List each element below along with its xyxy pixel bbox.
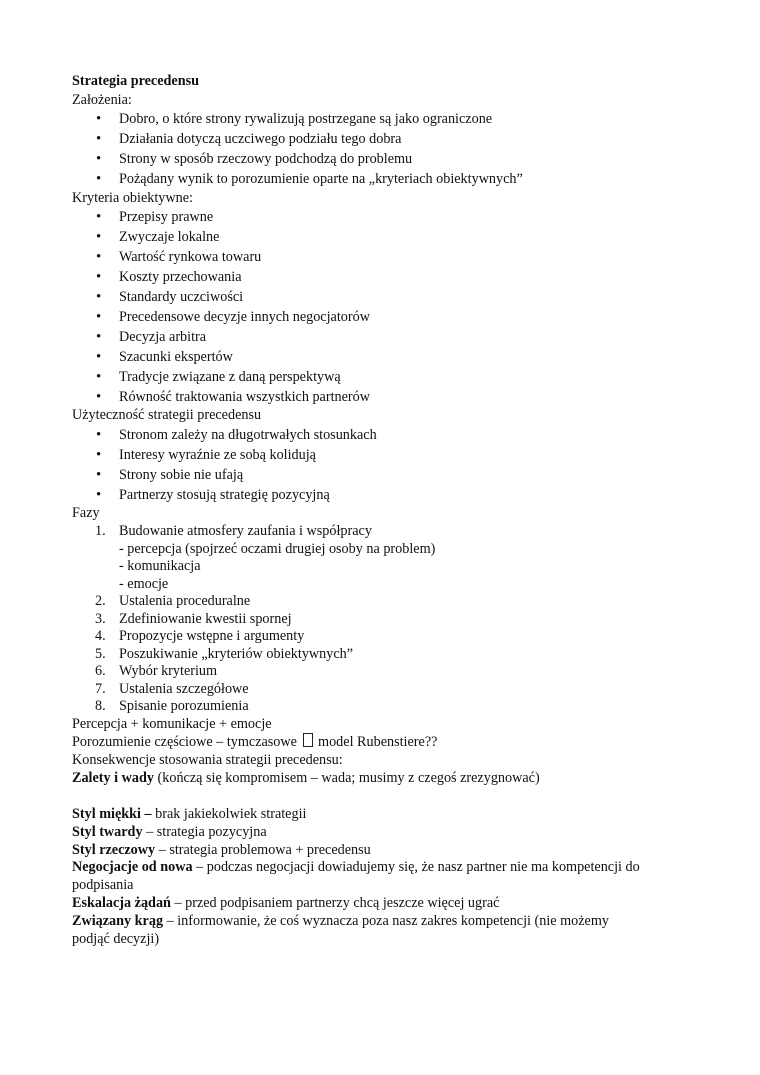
term-description: – informowanie, że coś wyznacza poza nasz zakres kompetencji (nie możemy xyxy=(163,913,609,929)
item-number: 2. xyxy=(95,593,106,609)
item-text: Ustalenia proceduralne xyxy=(119,593,251,609)
item-text: Budowanie atmosfery zaufania i współpracy xyxy=(119,523,372,539)
bold-term: Związany krąg xyxy=(72,913,164,929)
style-definition xyxy=(72,858,640,876)
list-item: • Strony sobie nie ufają xyxy=(119,466,243,484)
style-definition-cont: podpisania xyxy=(72,877,134,893)
criteria-heading: Kryteria obiektywne: xyxy=(72,190,193,206)
term-description: (kończą się kompromisem – wada; musimy z czegoś zrezygnować) xyxy=(153,770,540,786)
item-text: Zdefiniowanie kwestii spornej xyxy=(119,611,292,627)
item-number: 7. xyxy=(95,681,106,697)
term-description: brak jakiekolwiek strategii xyxy=(151,806,307,822)
note-text: model Rubenstiere?? xyxy=(318,734,438,750)
bold-term: Negocjacje od nowa xyxy=(72,859,193,875)
term-description: – podczas negocjacji dowiadujemy się, że nasz partner nie ma kompetencji do xyxy=(192,859,640,875)
style-definition xyxy=(72,823,267,841)
sub-item: - percepcja (spojrzeć oczami drugiej osoby na problem) xyxy=(119,541,436,557)
numbered-item xyxy=(95,610,292,628)
list-item: • Standardy uczciwości xyxy=(119,288,243,306)
item-text: Ustalenia szczegółowe xyxy=(119,681,249,697)
document-title: Strategia precedensu xyxy=(72,73,200,89)
list-item: • Tradycje związane z daną perspektywą xyxy=(119,368,341,386)
item-number: 4. xyxy=(95,628,106,644)
term-description: – przed podpisaniem partnerzy chcą jeszcze więcej ugrać xyxy=(170,895,500,911)
numbered-item xyxy=(95,662,218,680)
style-definition xyxy=(72,841,371,859)
list-item: • Działania dotyczą uczciwego podziału tego dobra xyxy=(119,130,401,148)
note-text: Porozumienie częściowe – tymczasowe xyxy=(72,734,297,750)
list-item: • Szacunki ekspertów xyxy=(119,348,233,366)
list-item: • Pożądany wynik to porozumienie oparte na „kryteriach obiektywnych” xyxy=(119,170,523,188)
assumptions-heading: Założenia: xyxy=(72,92,132,108)
usefulness-heading: Użyteczność strategii precedensu xyxy=(72,407,262,423)
note-line xyxy=(72,769,540,787)
item-text: Propozycje wstępne i argumenty xyxy=(119,628,305,644)
style-definition xyxy=(72,805,306,823)
style-definition xyxy=(72,912,609,930)
list-item: • Dobro, o które strony rywalizują postrzegane są jako ograniczone xyxy=(119,110,492,128)
sub-item: - emocje xyxy=(119,576,169,592)
numbered-item xyxy=(95,592,251,610)
list-item: • Stronom zależy na długotrwałych stosunkach xyxy=(119,426,377,444)
term-description: – strategia pozycyjna xyxy=(142,824,267,840)
list-item: • Decyzja arbitra xyxy=(119,328,206,346)
style-definition-cont: podjąć decyzji) xyxy=(72,931,160,947)
list-item: • Zwyczaje lokalne xyxy=(119,228,219,246)
item-text: Wybór kryterium xyxy=(119,663,218,679)
bold-term: Zalety i wady xyxy=(72,770,154,786)
list-item: • Interesy wyraźnie ze sobą kolidują xyxy=(119,446,316,464)
numbered-item xyxy=(95,697,249,715)
item-number: 1. xyxy=(95,523,106,539)
note-line xyxy=(72,733,437,751)
bold-term: Styl twardy xyxy=(72,824,143,840)
numbered-item xyxy=(95,645,354,663)
item-number: 5. xyxy=(95,646,106,662)
numbered-item xyxy=(95,680,249,698)
numbered-item xyxy=(95,522,372,540)
item-number: 6. xyxy=(95,663,106,679)
missing-glyph-icon xyxy=(303,733,313,747)
list-item: • Przepisy prawne xyxy=(119,208,213,226)
item-number: 8. xyxy=(95,698,106,714)
phases-heading: Fazy xyxy=(72,505,100,521)
style-definition xyxy=(72,894,499,912)
sub-item: - komunikacja xyxy=(119,558,201,574)
bold-term: Styl rzeczowy xyxy=(72,842,156,858)
list-item: • Strony w sposób rzeczowy podchodzą do problemu xyxy=(119,150,412,168)
bold-term: Eskalacja żądań xyxy=(72,895,171,911)
note-line: Konsekwencje stosowania strategii precedensu: xyxy=(72,752,343,768)
term-description: – strategia problemowa + precedensu xyxy=(155,842,371,858)
list-item: • Precedensowe decyzje innych negocjatorów xyxy=(119,308,370,326)
item-text: Spisanie porozumienia xyxy=(119,698,249,714)
numbered-item xyxy=(95,627,305,645)
list-item: • Koszty przechowania xyxy=(119,268,242,286)
note-line: Percepcja + komunikacje + emocje xyxy=(72,716,272,732)
list-item: • Partnerzy stosują strategię pozycyjną xyxy=(119,486,330,504)
bold-term: Styl miękki – xyxy=(72,806,152,822)
item-number: 3. xyxy=(95,611,106,627)
list-item: • Równość traktowania wszystkich partnerów xyxy=(119,388,370,406)
list-item: • Wartość rynkowa towaru xyxy=(119,248,261,266)
item-text: Poszukiwanie „kryteriów obiektywnych” xyxy=(119,646,354,662)
